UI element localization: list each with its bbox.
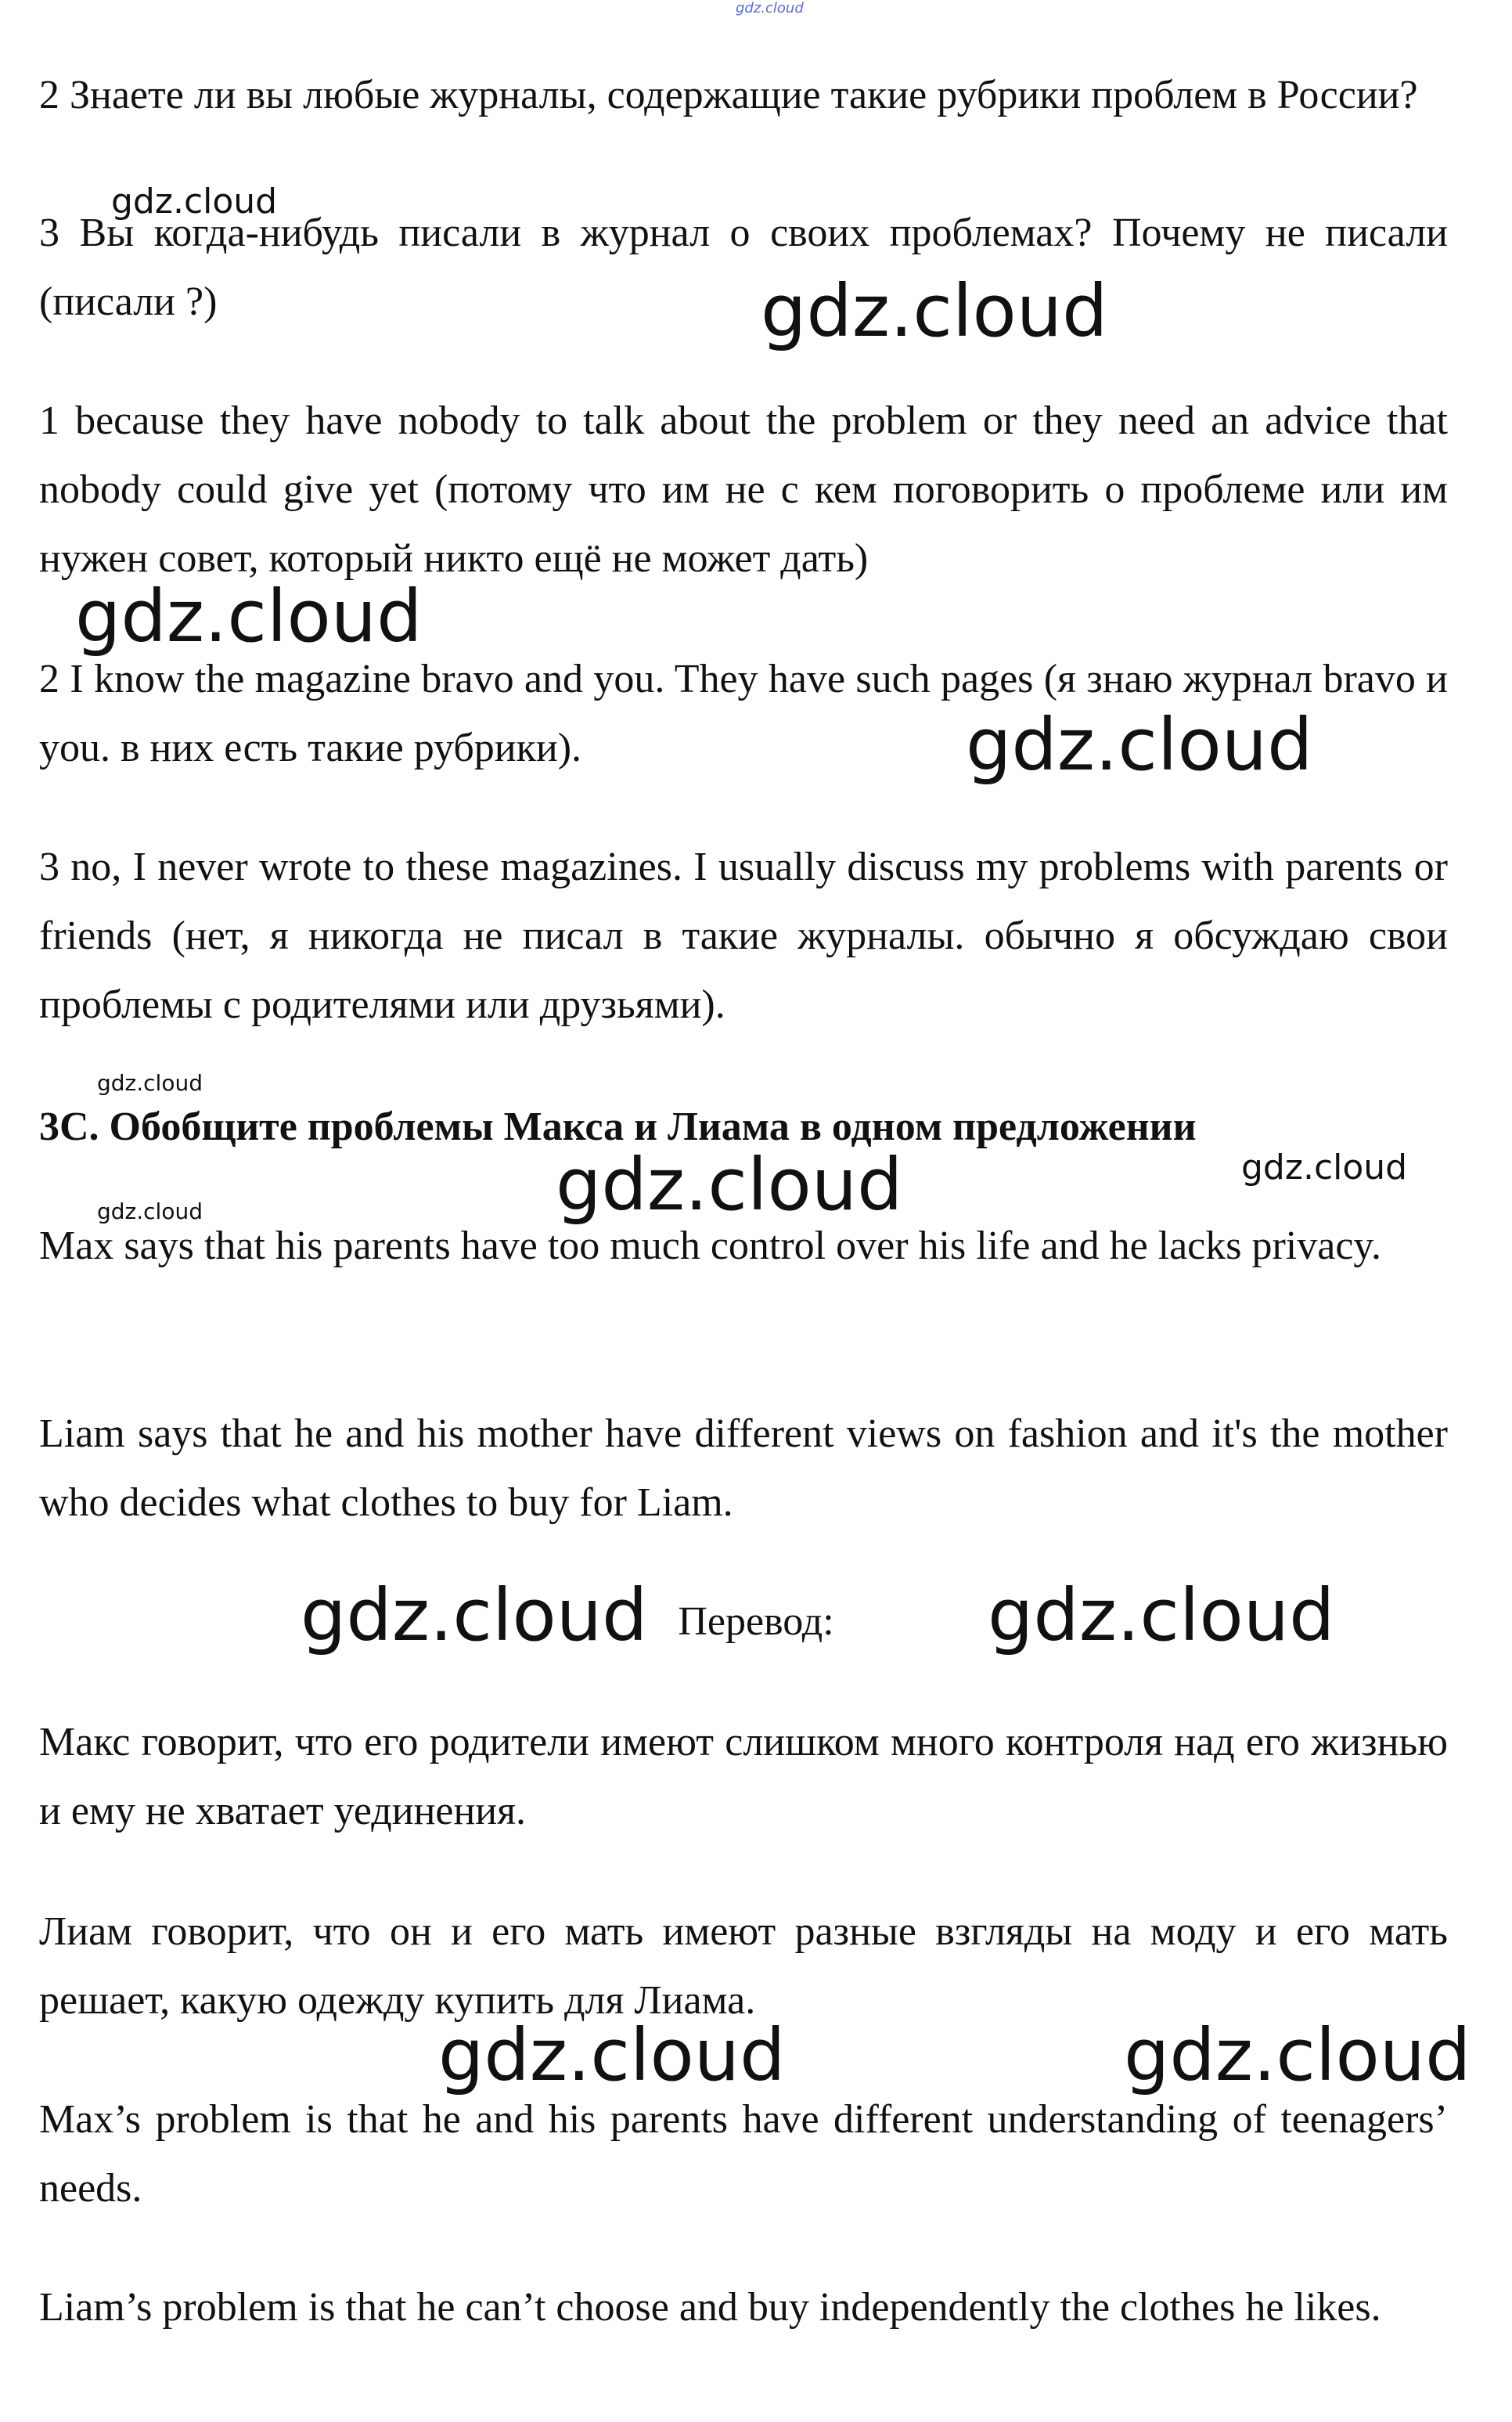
watermark: gdz.cloud <box>761 269 1108 353</box>
watermark: gdz.cloud <box>75 575 423 658</box>
section-heading-3c: 3C. Обобщите проблемы Макса и Лиама в одном предложении <box>39 1105 1197 1149</box>
question-3: 3 Вы когда-нибудь писали в журнал о своих проблемах? Почему не писали (писали ?) <box>39 211 1448 324</box>
max-problem: Max’s problem is that he and his parents have different understanding of teenagers’ needs. <box>39 2097 1448 2211</box>
watermark: gdz.cloud <box>97 1070 203 1096</box>
watermark: gdz.cloud <box>1124 2013 1471 2097</box>
answer-2: 2 I know the magazine bravo and you. They have such pages (я знаю журнал bravo и you. в них есть такие рубрики). <box>39 657 1448 770</box>
watermark: gdz.cloud <box>301 1573 648 1657</box>
watermark: gdz.cloud <box>111 182 278 222</box>
watermark: gdz.cloud <box>438 2013 786 2097</box>
watermark: gdz.cloud <box>988 1573 1335 1657</box>
watermark: gdz.cloud <box>97 1198 203 1224</box>
max-summary-en: Max says that his parents have too much control over his life and he lacks privacy. <box>39 1224 1382 1268</box>
watermark: gdz.cloud <box>966 703 1313 787</box>
translation-label: Перевод: <box>678 1599 834 1644</box>
liam-summary-ru: Лиам говорит, что он и его мать имеют разные взгляды на моду и его мать решает, какую одежду купить для Лиама. <box>39 1909 1448 2023</box>
liam-problem: Liam’s problem is that he can’t choose and buy independently the clothes he likes. <box>39 2285 1381 2330</box>
liam-summary-en: Liam says that he and his mother have different views on fashion and it's the mother who decides what clothes to buy for Liam. <box>39 1411 1448 1525</box>
watermark: gdz.cloud <box>1241 1148 1408 1188</box>
answer-1: 1 because they have nobody to talk about the problem or they need an advice that nobody could give yet (потому что им не с кем поговорить о проблеме или им нужен совет, который никто ещё не может дать) <box>39 398 1448 581</box>
watermark: gdz.cloud <box>556 1143 903 1227</box>
question-2: 2 Знаете ли вы любые журналы, содержащие такие рубрики проблем в России? <box>39 73 1418 117</box>
max-summary-ru: Макс говорит, что его родители имеют слишком много контроля над его жизнью и ему не хватает уединения. <box>39 1720 1448 1833</box>
answer-3: 3 no, I never wrote to these magazines. I usually discuss my problems with parents or friends (нет, я никогда не писал в такие журналы. обычно я обсуждаю свои проблемы с родителями или друзьями). <box>39 845 1448 1027</box>
watermark-top: gdz.cloud <box>736 0 804 16</box>
